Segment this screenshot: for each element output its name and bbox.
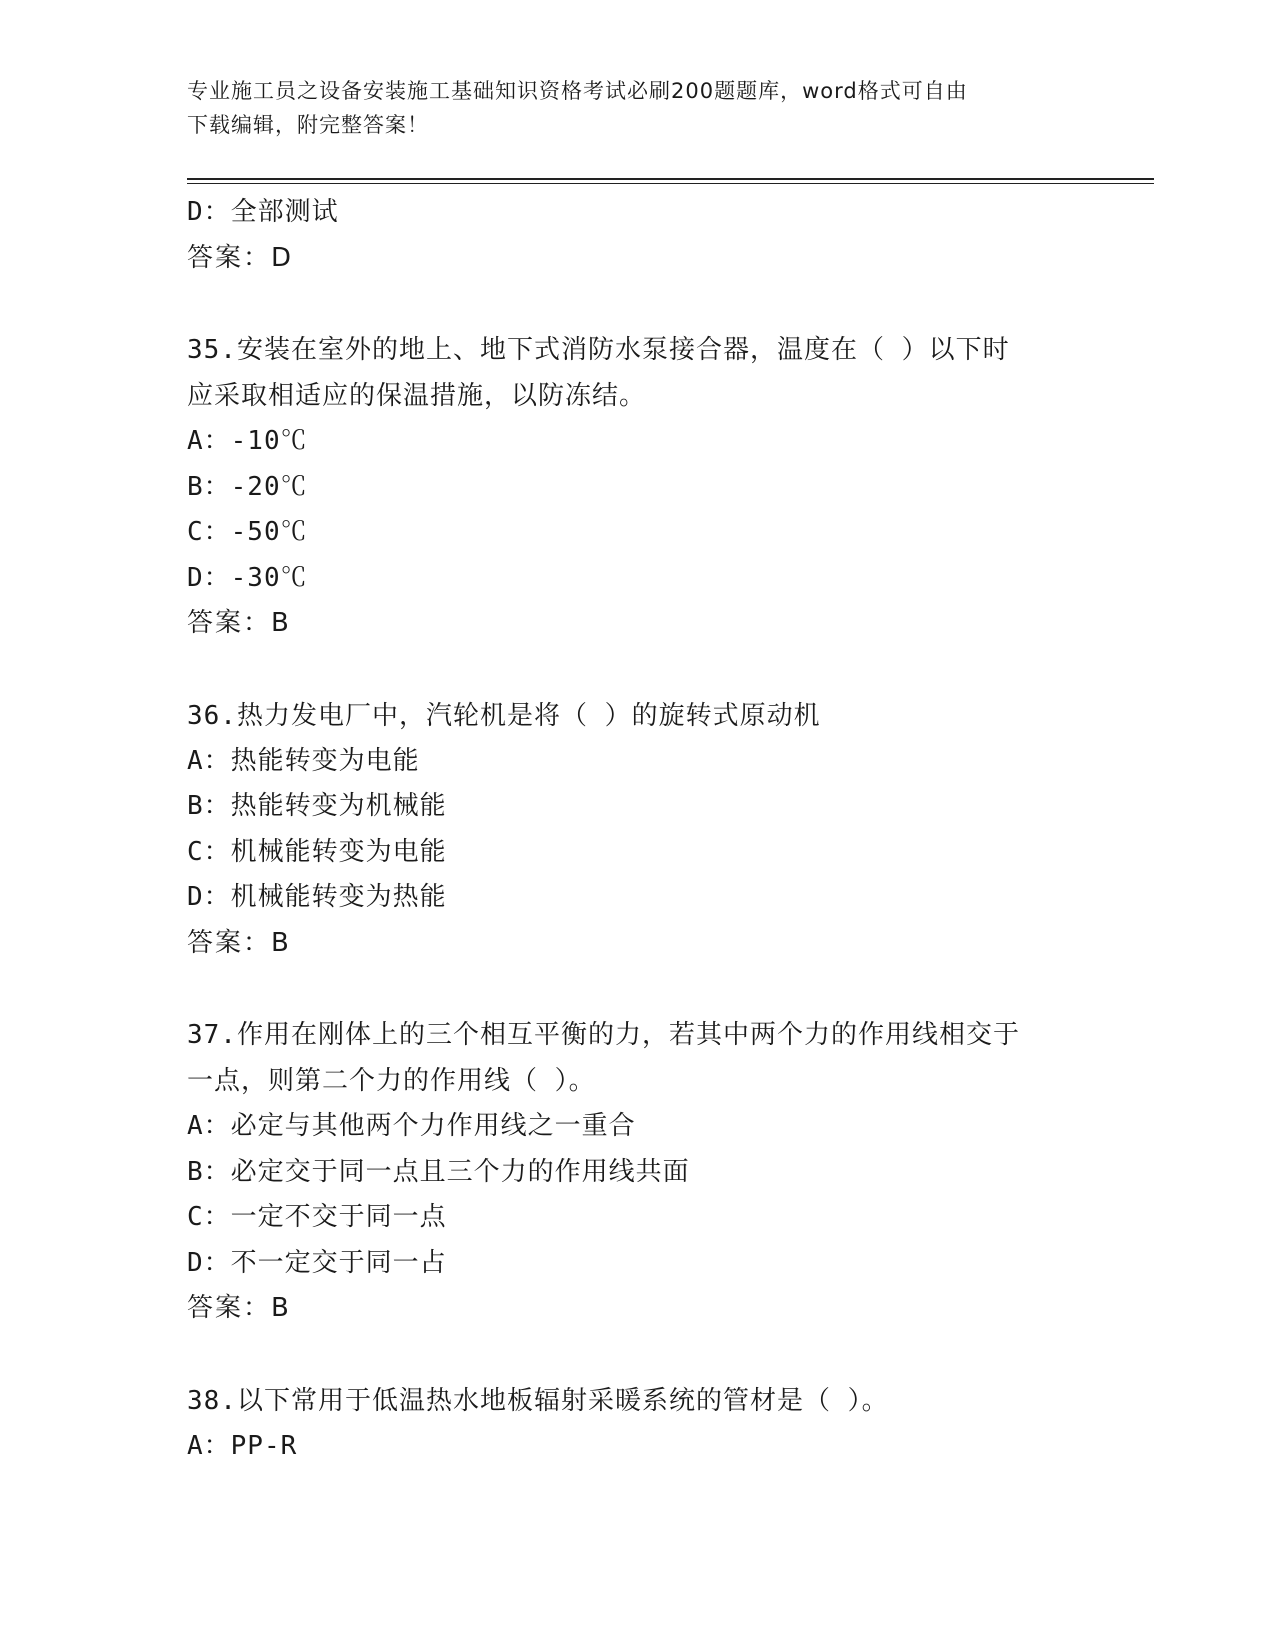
- question-36-option-b: B：热能转变为机械能: [187, 791, 447, 821]
- question-35-option-a: A：-10℃: [187, 426, 308, 456]
- question-38-option-a: A：PP-R: [187, 1430, 298, 1461]
- question-37-option-c: C：一定不交于同一点: [187, 1202, 447, 1232]
- question-35-answer: 答案：B: [187, 608, 291, 638]
- question-36-option-c: C：机械能转变为电能: [187, 836, 447, 867]
- question-37-answer: 答案：B: [187, 1293, 291, 1323]
- question-35-option-c: C：-50℃: [187, 517, 308, 547]
- question-35-stem-2: 应采取相适应的保温措施，以防冻结。: [187, 381, 647, 411]
- question-36-answer: 答案：B: [187, 927, 291, 958]
- question-list: [187, 190, 1087, 1469]
- question-37-option-b: B：必定交于同一点且三个力的作用线共面: [187, 1156, 690, 1187]
- question-35-option-d: D：-30℃: [187, 562, 308, 593]
- spacer: [187, 1332, 1087, 1378]
- question-36-option-d: D：机械能转变为热能: [187, 882, 447, 912]
- question-37-option-a: A：必定与其他两个力作用线之一重合: [187, 1111, 636, 1141]
- question-37-option-d: D：不一定交于同一占: [187, 1247, 447, 1278]
- header-rule-thin: [187, 183, 1154, 184]
- question-38-stem-1: 38.以下常用于低温热水地板辐射采暖系统的管材是（ ）。: [187, 1385, 889, 1416]
- prev-answer: 答案：D: [187, 242, 294, 273]
- document-header: [187, 74, 1067, 142]
- question-36-option-a: A：热能转变为电能: [187, 745, 420, 776]
- question-35-option-b: B：-20℃: [187, 471, 308, 502]
- spacer: [187, 281, 1087, 327]
- question-37-stem-1: 37.作用在刚体上的三个相互平衡的力，若其中两个力的作用线相交于: [187, 1020, 1020, 1050]
- question-36-stem-1: 36.热力发电厂中，汽轮机是将（ ）的旋转式原动机: [187, 700, 821, 731]
- prev-option-d: D：全部测试: [187, 197, 339, 227]
- question-35-stem-1: 35.安装在室外的地上、地下式消防水泵接合器，温度在（ ）以下时: [187, 335, 1010, 365]
- header-line-2: 下载编辑，附完整答案！: [187, 113, 429, 137]
- question-37-stem-2: 一点，则第二个力的作用线（ ）。: [187, 1066, 596, 1096]
- header-line-1: 专业施工员之设备安装施工基础知识资格考试必刷200题题库，word格式可自由: [187, 79, 968, 103]
- spacer: [187, 966, 1087, 1012]
- spacer: [187, 647, 1087, 693]
- header-rule-thick: [187, 178, 1154, 180]
